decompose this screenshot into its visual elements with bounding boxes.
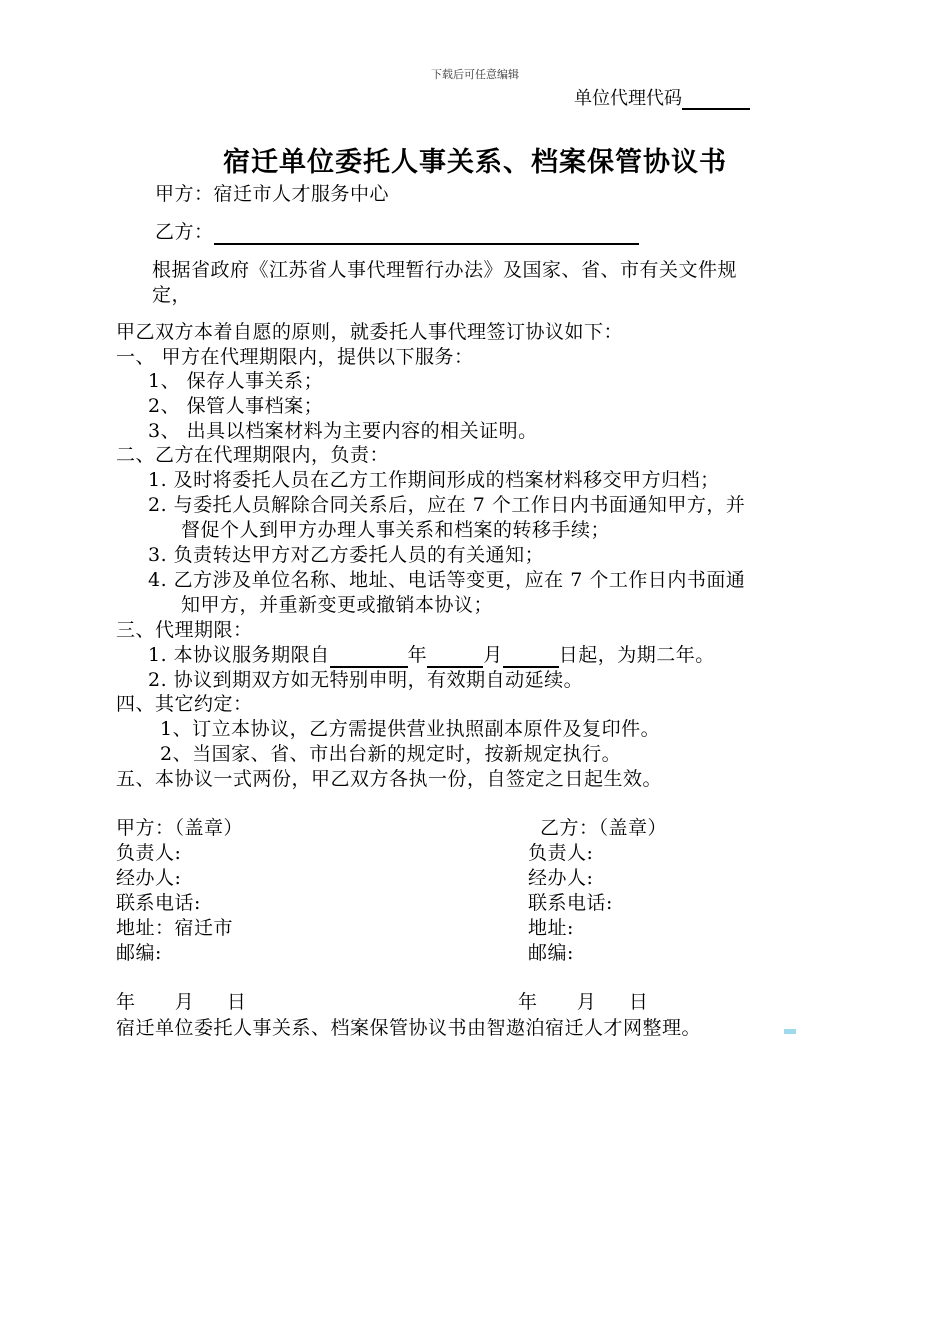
section-4-heading: 四、其它约定： [116,693,253,715]
section-2-item: 4. 乙方涉及单位名称、地址、电话等变更，应在 7 个工作日内书面通 [148,569,746,591]
term-year-blank[interactable] [330,648,408,668]
sign-b-phone: 联系电话: [528,892,613,914]
sign-a-handler: 经办人: [116,867,182,889]
term-suffix: 日起，为期二年。 [558,644,715,666]
party-a-line: 甲方：宿迁市人才服务中心 [155,183,390,205]
party-b-blank[interactable] [214,225,639,245]
agent-code [574,84,750,110]
basis-line-1: 根据省政府《江苏省人事代理暂行办法》及国家、省、市有关文件规 [152,259,738,281]
sign-a-address: 地址：宿迁市 [116,917,234,939]
header-note: 下载后可任意编辑 [431,68,519,81]
intro-line: 甲乙双方本着自愿的原则，就委托人事代理签订协议如下： [116,321,624,343]
section-1-item: 2、 保管人事档案； [148,395,324,417]
party-b-line [155,220,639,245]
section-2-item-cont: 督促个人到甲方办理人事关系和档案的转移手续； [181,519,611,541]
sign-a-party: 甲方：（盖章） [116,817,244,839]
term-prefix: 1. 本协议服务期限自 [148,644,330,666]
section-4-item: 2、当国家、省、市出台新的规定时，按新规定执行。 [160,743,622,765]
section-3-heading: 三、代理期限： [116,619,253,641]
agent-code-blank[interactable] [682,90,750,110]
sign-b-party: 乙方：（盖章） [540,817,668,839]
sign-a-date: 年 月 日 [116,991,247,1013]
sign-a-phone: 联系电话: [116,892,201,914]
sign-a-postcode: 邮编: [116,942,162,964]
sign-b-leader: 负责人: [528,842,594,864]
footer-note: 宿迁单位委托人事关系、档案保管协议书由智遨泊宿迁人才网整理。 [116,1017,702,1039]
sign-b-address: 地址: [528,917,574,939]
section-2-item: 2. 与委托人员解除合同关系后，应在 7 个工作日内书面通知甲方，并 [148,494,746,516]
section-3-item-1 [148,643,715,668]
section-1-heading: 一、 甲方在代理期限内，提供以下服务： [116,346,474,368]
party-b-label: 乙方： [155,221,214,243]
agent-code-label: 单位代理代码 [574,88,682,109]
term-day-blank[interactable] [503,648,559,668]
basis-line-2: 定， [152,284,192,306]
term-year-label: 年 [407,644,428,666]
term-month-blank[interactable] [427,648,483,668]
term-month-label: 月 [483,644,503,666]
section-2-item: 3. 负责转达甲方对乙方委托人员的有关通知； [148,544,545,566]
cursor-marker [784,1029,796,1034]
section-2-item: 1. 及时将委托人员在乙方工作期间形成的档案材料移交甲方归档； [148,469,720,491]
section-1-item: 1、 保存人事关系； [148,370,324,392]
sign-b-handler: 经办人: [528,867,594,889]
sign-b-date: 年 月 日 [518,991,649,1013]
section-4-item: 1、订立本协议，乙方需提供营业执照副本原件及复印件。 [160,718,661,740]
sign-a-leader: 负责人: [116,842,182,864]
section-2-heading: 二、乙方在代理期限内，负责： [116,444,390,466]
document-title: 宿迁单位委托人事关系、档案保管协议书 [223,147,727,178]
section-5: 五、本协议一式两份，甲乙双方各执一份，自签定之日起生效。 [116,768,663,790]
section-3-item-2: 2. 协议到期双方如无特别申明，有效期自动延续。 [148,669,584,691]
section-2-item-cont: 知甲方，并重新变更或撤销本协议； [181,594,494,616]
section-1-item: 3、 出具以档案材料为主要内容的相关证明。 [148,420,538,442]
sign-b-postcode: 邮编: [528,942,574,964]
